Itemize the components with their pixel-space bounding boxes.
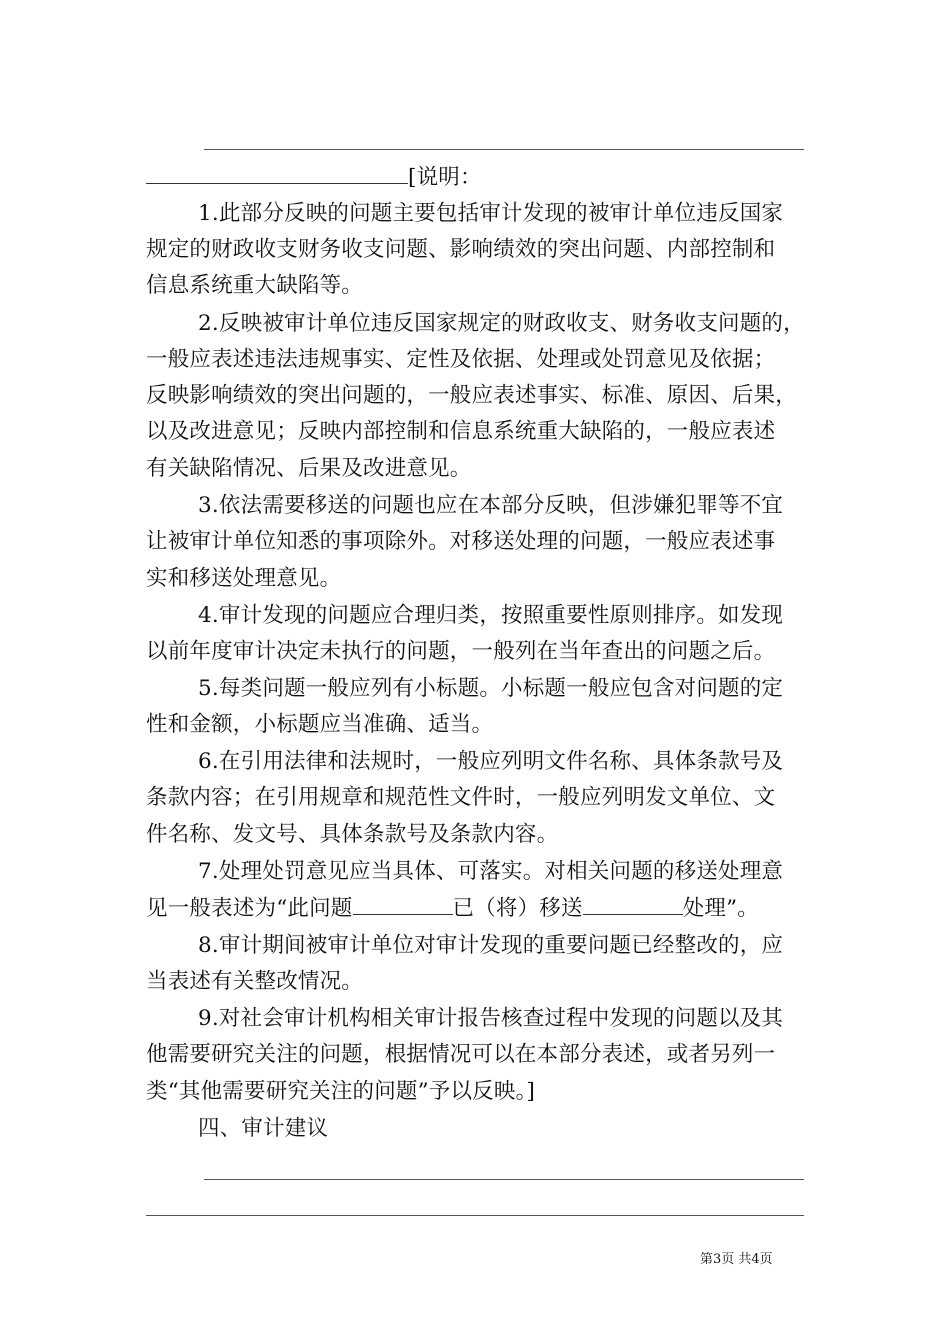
blank-line-with-label: [146, 163, 482, 192]
text-segment: 处理”。: [682, 896, 759, 921]
text-segment: 已（将）移送: [452, 896, 583, 921]
text-line: 他需要研究关注的问题，根据情况可以在本部分表述，或者另列一: [146, 1042, 776, 1067]
section-heading: 四、审计建议: [198, 1116, 329, 1141]
text-line-with-blanks: [146, 894, 759, 923]
text-line: 件名称、发文号、具体条款号及条款内容。: [146, 822, 559, 847]
text-line: 4.审计发现的问题应合理归类，按照重要性原则排序。如发现: [198, 603, 784, 628]
text-line: 7.处理处罚意见应当具体、可落实。对相关问题的移送处理意: [198, 859, 784, 884]
text-line: 条款内容；在引用规章和规范性文件时，一般应列明发文单位、文: [146, 785, 776, 810]
text-line: 反映影响绩效的突出问题的，一般应表述事实、标准、原因、后果，: [146, 383, 798, 408]
text-line: 9.对社会审计机构相关审计报告核查过程中发现的问题以及其: [198, 1006, 784, 1031]
text-line: 5.每类问题一般应列有小标题。小标题一般应包含对问题的定: [198, 676, 784, 701]
blank-line: [353, 894, 453, 915]
blank-line: [204, 149, 804, 150]
intro-label: [说明：: [408, 165, 482, 190]
text-line: 以前年度审计决定未执行的问题，一般列在当年查出的问题之后。: [146, 639, 776, 664]
text-line: 1.此部分反映的问题主要包括审计发现的被审计单位违反国家: [198, 201, 784, 226]
blank-line: [146, 1215, 804, 1216]
text-line: 让被审计单位知悉的事项除外。对移送处理的问题，一般应表述事: [146, 529, 776, 554]
text-line: 类“其他需要研究关注的问题”予以反映。]: [146, 1079, 536, 1104]
text-line: 有关缺陷情况、后果及改进意见。: [146, 456, 472, 481]
text-line: 性和金额，小标题应当准确、适当。: [146, 712, 494, 737]
text-line: 以及改进意见；反映内部控制和信息系统重大缺陷的，一般应表述: [146, 419, 776, 444]
blank-line: [204, 1179, 804, 1180]
blank-line: [583, 894, 683, 915]
blank-line: [146, 163, 408, 184]
text-line: 当表述有关整改情况。: [146, 969, 364, 994]
text-line: 3.依法需要移送的问题也应在本部分反映，但涉嫌犯罪等不宜: [198, 493, 784, 518]
text-segment: 见一般表述为“此问题: [146, 896, 353, 921]
text-line: 6.在引用法律和法规时，一般应列明文件名称、具体条款号及: [198, 749, 784, 774]
text-line: 一般应表述违法违规事实、定性及依据、处理或处罚意见及依据；: [146, 347, 776, 372]
text-line: 信息系统重大缺陷等。: [146, 273, 364, 298]
page-number: 第3页 共4页: [700, 1252, 773, 1267]
text-line: 实和移送处理意见。: [146, 566, 342, 591]
text-line: 规定的财政收支财务收支问题、影响绩效的突出问题、内部控制和: [146, 237, 776, 262]
text-line: 8.审计期间被审计单位对审计发现的重要问题已经整改的，应: [198, 933, 784, 958]
text-line: 2.反映被审计单位违反国家规定的财政收支、财务收支问题的，: [198, 311, 805, 336]
